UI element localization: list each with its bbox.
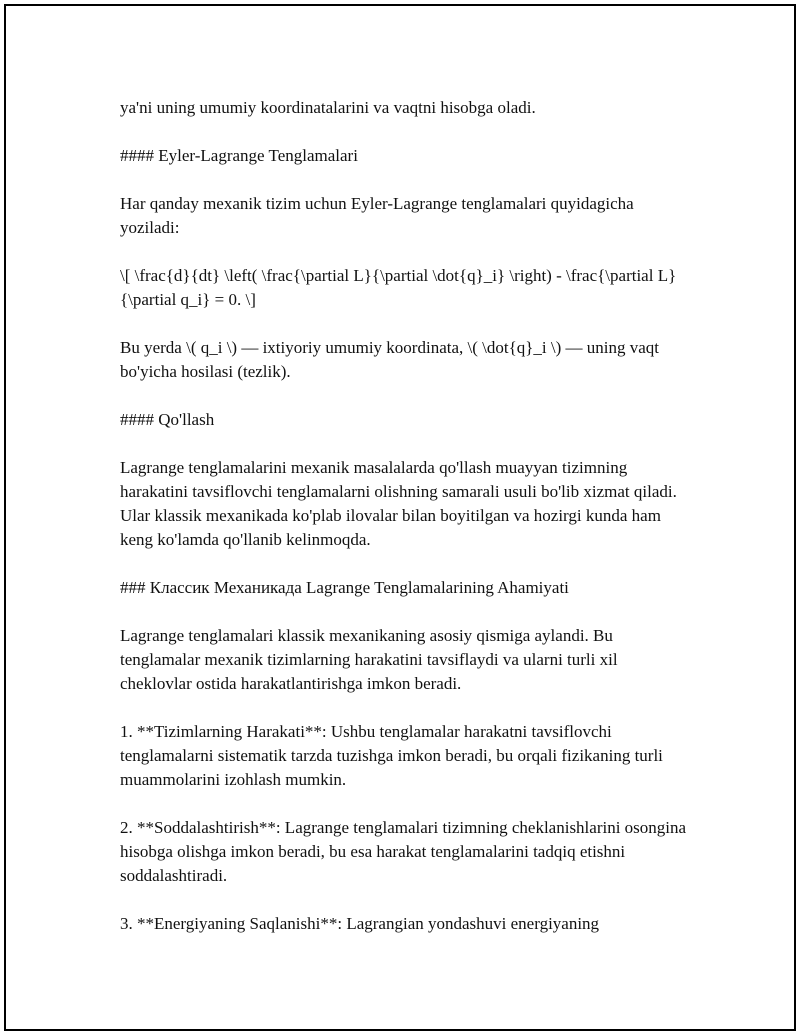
paragraph-importance: Lagrange tenglamalari klassik mexanikaning asosiy qismiga aylandi. Bu tenglamalar mexanik tizimlarning harakatini tavsiflaydi va ularni turli xil cheklovlar ostida harakatlantirishga imkon beradi. (120, 626, 618, 693)
heading-euler-lagrange: #### Eyler-Lagrange Tenglamalari (120, 146, 358, 165)
heading-importance: ### Классик Механикада Lagrange Tenglamalarining Ahamiyati (120, 578, 569, 597)
list-item-3: 3. **Energiyaning Saqlanishi**: Lagrangian yondashuvi energiyaning (120, 914, 600, 933)
list-item-2: 2. **Soddalashtirish**: Lagrange tenglamalari tizimning cheklanishlarini osongina hisobga olishga imkon beradi, bu esa harakat tenglamalarini tadqiq etishni soddalashtiradi. (120, 818, 687, 885)
document-body (120, 96, 690, 960)
paragraph-intro: ya'ni uning umumiy koordinatalarini va vaqtni hisobga oladi. (120, 98, 536, 117)
paragraph-application: Lagrange tenglamalarini mexanik masalalarda qo'llash muayyan tizimning harakatini tavsiflovchi tenglamalarni olishning samarali usuli bo'lib xizmat qiladi. Ular klassik mexanikada ko'plab ilovalar bilan boyitilgan va hozirgi kunda ham keng ko'lamda qo'llanib kelinmoqda. (120, 458, 677, 549)
equation-euler-lagrange: \[ \frac{d}{dt} \left( \frac{\partial L}{\partial \dot{q}_i} \right) - \frac{\partial L}{\partial q_i} = 0. \] (120, 266, 677, 309)
page-frame (4, 4, 796, 1031)
list-item-1: 1. **Tizimlarning Harakati**: Ushbu tenglamalar harakatni tavsiflovchi tenglamalarni sistematik tarzda tuzishga imkon beradi, bu orqali fizikaning turli muammolarini izohlash mumkin. (120, 722, 663, 789)
heading-application: #### Qo'llash (120, 410, 215, 429)
paragraph-euler-lagrange-intro: Har qanday mexanik tizim uchun Eyler-Lagrange tenglamalari quyidagicha yoziladi: (120, 194, 634, 237)
paragraph-coordinate-definition: Bu yerda \( q_i \) — ixtiyoriy umumiy koordinata, \( \dot{q}_i \) — uning vaqt bo'yicha hosilasi (tezlik). (120, 338, 660, 381)
